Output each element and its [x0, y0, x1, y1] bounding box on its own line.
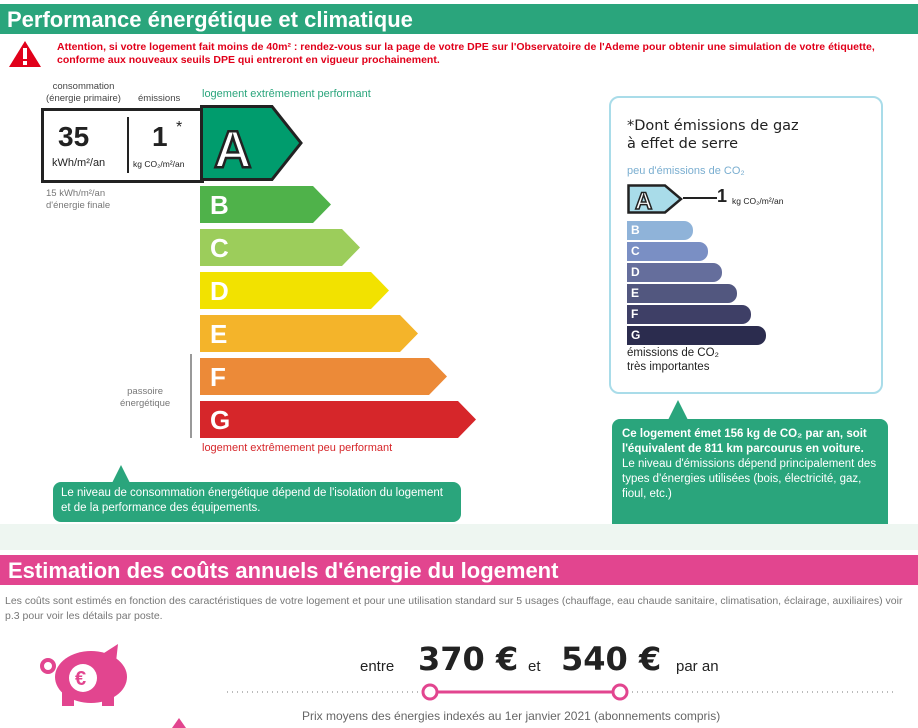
emissions-value: 1	[152, 121, 168, 152]
passoire-bracket	[190, 354, 192, 438]
warning-message: Attention, si votre logement fait moins de 40m² : rendez-vous sur la page de votre DPE sur l'Observatoire de l'Ademe pour obtenir une simulation de votre étiquette, conforme aux nouveaux seuils DPE qui entreront en vigueur prochainement.	[57, 41, 875, 66]
passoire-line1: passoire	[127, 386, 164, 397]
bubble-pointer	[112, 465, 130, 483]
emissions-star: *	[176, 119, 183, 136]
piggy-bank-icon	[36, 640, 138, 708]
co2-bubble-pointer	[668, 400, 688, 420]
co2-unit: kg CO₂/m²/an	[732, 196, 784, 206]
range-high-marker	[613, 685, 627, 699]
passoire-label	[120, 386, 170, 410]
cost-range-slider	[225, 682, 895, 702]
consumption-unit: kWh/m²/an	[52, 157, 106, 169]
energy-class-bar-f	[200, 358, 449, 395]
consumption-label	[46, 81, 121, 105]
co2-value: 1	[717, 186, 728, 206]
energy-class-bar-d	[200, 272, 391, 309]
range-from-label: entre	[360, 658, 395, 675]
energy-class-letter-b: B	[210, 190, 229, 220]
co2-value-line	[683, 197, 717, 199]
energy-class-bar-c	[200, 229, 362, 266]
co2-panel-title	[627, 117, 799, 153]
co2-high-line2: très importantes	[627, 361, 710, 373]
co2-current-class-arrow	[627, 184, 683, 214]
co2-bubble-bold: Ce logement émet 156 kg de CO₂ par an, soit l'équivalent de 811 km parcourus en voiture.	[622, 428, 867, 455]
co2-low-label: peu d'émissions de CO₂	[627, 165, 745, 177]
cost-low-value: 370 €	[418, 640, 519, 678]
consumption-value: 35	[58, 121, 90, 152]
top-performance-label: logement extrêmement performant	[202, 88, 371, 100]
value-divider	[127, 117, 129, 173]
current-class-arrow	[200, 105, 304, 181]
final-energy-note	[46, 188, 110, 212]
co2-bubble-text: Le niveau d'émissions dépend principalement des types d'énergies utilisées (bois, électricité, gaz, fioul, etc.)	[622, 458, 877, 500]
pink-pointer	[172, 718, 186, 728]
range-low-marker	[423, 685, 437, 699]
energy-values-box	[41, 108, 204, 183]
co2-current-class-letter: A	[635, 188, 653, 214]
costs-note: Les coûts sont estimés en fonction des caractéristiques de votre logement et pour une utilisation standard sur 5 usages (chauffage, eau chaude sanitaire, climatisation, éclairage, auxiliaires) voir p.3 pour voir les détails par poste.	[5, 595, 903, 622]
cost-high-value: 540 €	[561, 640, 662, 678]
co2-class-bar-b: B	[627, 221, 693, 240]
energy-class-letter-c: C	[210, 233, 229, 263]
emissions-label: émissions	[138, 93, 181, 104]
range-per-year-label: par an	[676, 658, 719, 675]
energy-class-bar-g	[200, 401, 478, 438]
section-header-costs	[0, 555, 918, 585]
emissions-unit: kg CO₂/m²/an	[133, 159, 185, 169]
energy-class-bar-b	[200, 186, 333, 223]
co2-class-bar-g: G	[627, 326, 766, 345]
co2-class-bar-c: C	[627, 242, 708, 261]
costs-section-title: Estimation des coûts annuels d'énergie du logement	[8, 558, 559, 583]
section-header-performance	[0, 4, 918, 34]
final-energy-line1: 15 kWh/m²/an	[46, 188, 106, 199]
co2-high-label	[627, 346, 719, 374]
consumption-label-line2: (énergie primaire)	[46, 93, 121, 104]
consumption-label-line1: consommation	[52, 81, 115, 92]
co2-title-line2: à effet de serre	[627, 136, 739, 152]
co2-class-bar-f: F	[627, 305, 751, 324]
energy-class-letter-g: G	[210, 405, 231, 435]
energy-class-letter-d: D	[210, 276, 229, 306]
bottom-performance-label: logement extrêmement peu performant	[202, 442, 393, 454]
final-energy-line2: d'énergie finale	[46, 200, 111, 211]
co2-panel	[609, 96, 883, 394]
energy-class-bar-e	[200, 315, 420, 352]
passoire-line2: énergétique	[120, 398, 171, 409]
co2-title-line1: *Dont émissions de gaz	[627, 118, 799, 134]
prices-note: Prix moyens des énergies indexés au 1er janvier 2021 (abonnements compris)	[302, 709, 721, 723]
svg-text:€: €	[75, 668, 87, 690]
co2-class-bar-d: D	[627, 263, 722, 282]
section-title: Performance énergétique et climatique	[7, 7, 413, 32]
range-and-label: et	[528, 658, 541, 675]
current-class-letter: A	[214, 121, 252, 179]
energy-class-letter-f: F	[210, 362, 226, 392]
energy-class-letter-e: E	[210, 319, 228, 349]
co2-class-bar-e: E	[627, 284, 737, 303]
consumption-info-bubble: Le niveau de consommation énergétique dépend de l'isolation du logement et de la performance des équipements.	[53, 482, 461, 522]
warning-icon	[8, 40, 42, 68]
co2-high-line1: émissions de CO₂	[627, 347, 720, 359]
section-separator	[0, 524, 918, 550]
